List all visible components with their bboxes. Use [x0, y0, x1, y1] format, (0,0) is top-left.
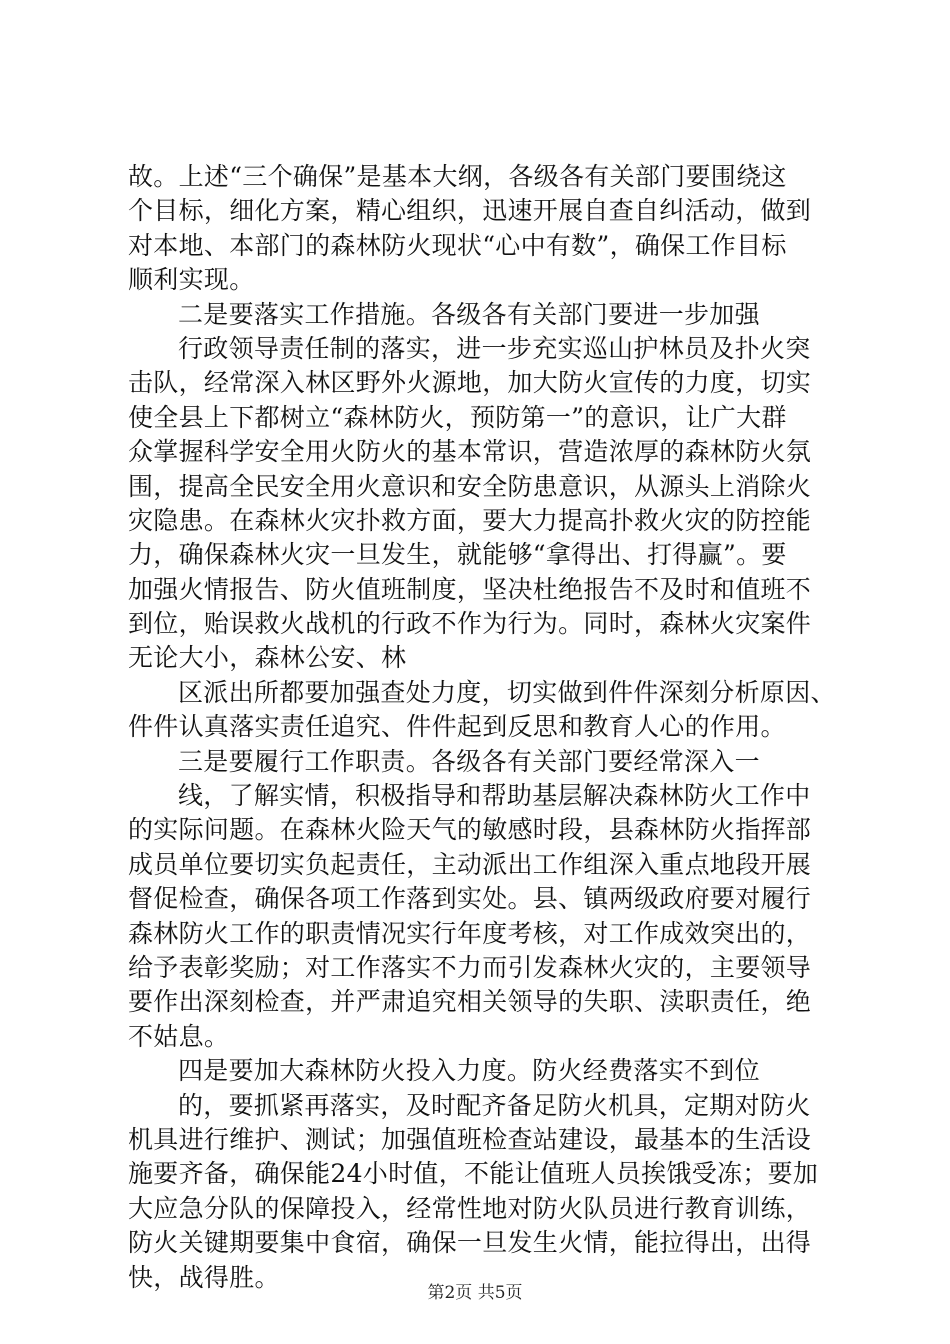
text-line: 成员单位要切实负起责任，主动派出工作组深入重点地段开展 — [128, 849, 812, 879]
text-line: 力，确保森林火灾一旦发生，就能够“拿得出、打得赢”。要 — [128, 540, 787, 570]
text-line: 使全县上下都树立“森林防火，预防第一”的意识，让广大群 — [128, 402, 787, 432]
page-footer: 第2页 共5页 — [427, 1283, 523, 1303]
text-line: 机具进行维护、测试；加强值班检查站建设，最基本的生活设 — [128, 1124, 812, 1154]
text-line: 众掌握科学安全用火防火的基本常识，营造浓厚的森林防火氛 — [128, 437, 812, 467]
text-line: 行政领导责任制的落实，进一步充实巡山护林员及扑火突 — [178, 333, 811, 363]
text-line: 故。上述“三个确保”是基本大纲，各级各有关部门要围绕这 — [128, 162, 787, 191]
text-line: 顺利实现。 — [128, 265, 255, 295]
text-line: 防火关键期要集中食宿，确保一旦发生火情，能拉得出，出得 — [128, 1228, 812, 1258]
text-line: 到位，贻误救火战机的行政不作为行为。同时，森林火灾案件 — [128, 609, 812, 639]
text-line: 要作出深刻检查，并严肃追究相关领导的失职、渎职责任，绝 — [128, 987, 812, 1017]
text-line: 个目标，细化方案，精心组织，迅速开展自查自纠活动，做到 — [128, 196, 812, 226]
text-line: 线，了解实情，积极指导和帮助基层解决森林防火工作中 — [178, 781, 811, 811]
text-line: 快，战得胜。 — [128, 1262, 280, 1292]
text-line: 大应急分队的保障投入，经常性地对防火队员进行教育训练， — [128, 1193, 812, 1223]
text-line: 二是要落实工作措施。各级各有关部门要进一步加强 — [178, 299, 760, 329]
text-line: 四是要加大森林防火投入力度。防火经费落实不到位 — [178, 1056, 760, 1086]
text-line: 的，要抓紧再落实，及时配齐备足防火机具，定期对防火 — [178, 1090, 811, 1120]
text-line: 件件认真落实责任追究、件件起到反思和教育人心的作用。 — [128, 712, 786, 742]
text-line: 的实际问题。在森林火险天气的敏感时段，县森林防火指挥部 — [128, 815, 812, 845]
text-line: 无论大小，森林公安、林 — [128, 643, 407, 673]
text-line: 三是要履行工作职责。各级各有关部门要经常深入一 — [178, 746, 760, 776]
text-line: 围，提高全民安全用火意识和安全防患意识，从源头上消除火 — [128, 471, 812, 501]
text-line: 给予表彰奖励；对工作落实不力而引发森林火灾的，主要领导 — [128, 952, 812, 982]
text-line: 灾隐患。在森林火灾扑救方面，要大力提高扑救火灾的防控能 — [128, 505, 812, 535]
document-body — [128, 160, 838, 1295]
text-line: 区派出所都要加强查处力度，切实做到件件深刻分析原因、 — [178, 677, 836, 707]
text-line: 森林防火工作的职责情况实行年度考核，对工作成效突出的， — [128, 918, 812, 948]
text-line: 施要齐备，确保能24小时值，不能让值班人员挨饿受冻；要加 — [128, 1159, 819, 1189]
text-line: 督促检查，确保各项工作落到实处。县、镇两级政府要对履行 — [128, 884, 812, 914]
text-line: 不姑息。 — [128, 1021, 230, 1051]
text-line: 对本地、本部门的森林防火现状“心中有数”，确保工作目标 — [128, 230, 787, 260]
text-line: 击队，经常深入林区野外火源地，加大防火宣传的力度，切实 — [128, 368, 812, 398]
text-line: 加强火情报告、防火值班制度，坚决杜绝报告不及时和值班不 — [128, 574, 812, 604]
